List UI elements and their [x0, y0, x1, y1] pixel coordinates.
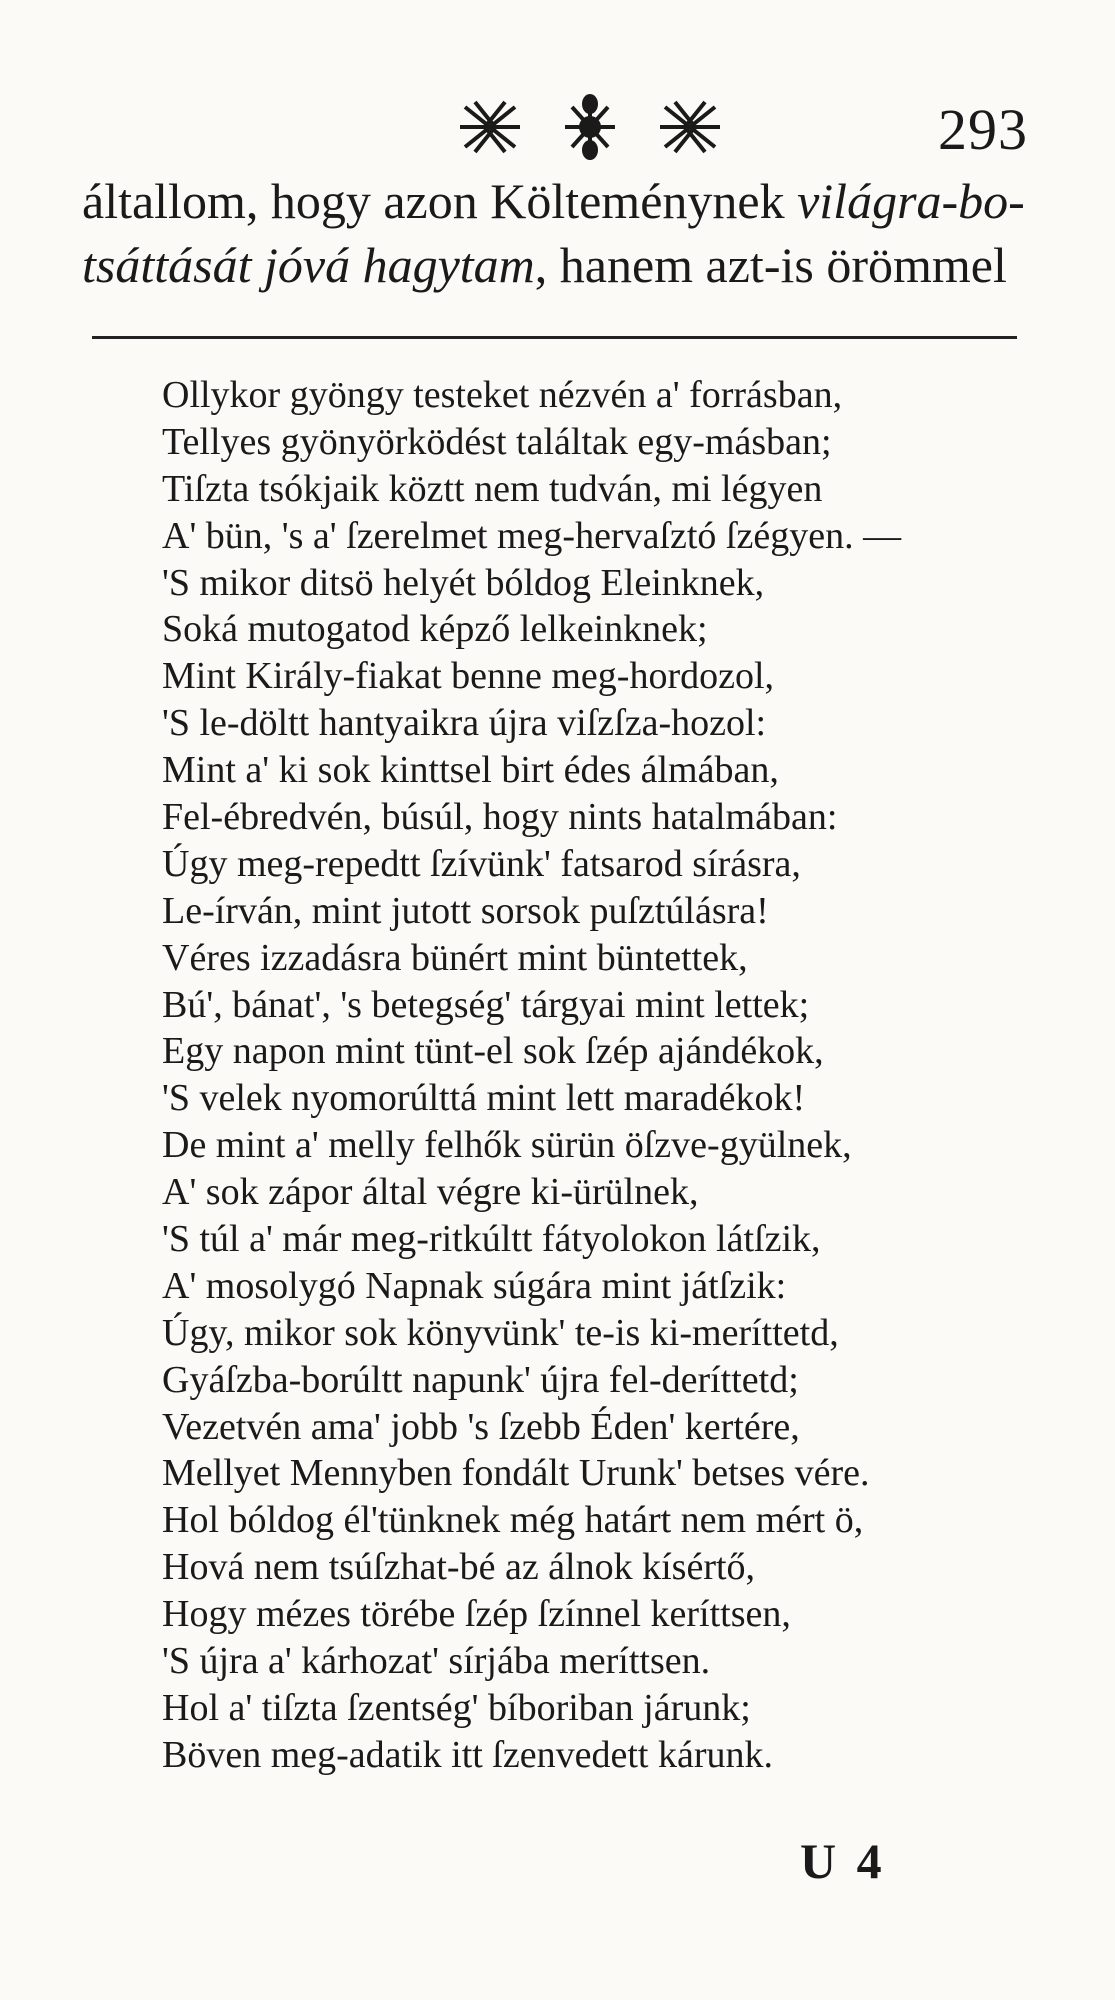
prose-italic-text: tsáttását jóvá hagytam — [82, 237, 535, 293]
poem-line: Mint a' ki sok kinttsel birt édes álmában, — [162, 749, 779, 792]
prose-text: , hanem azt-is örömmel — [534, 237, 1007, 293]
poem-line: A' bün, 's a' ſzerelmet meg-hervaſztó ſzégyen. — — [162, 514, 902, 557]
poem-line: A' sok zápor által végre ki-ürülnek, — [162, 1171, 699, 1214]
poem-line: Egy napon mint tünt-el sok ſzép ajándékok, — [162, 1030, 824, 1073]
poem-line: Gyáſzba-borúltt napunk' újra fel-deríttetd; — [162, 1358, 799, 1401]
poem-line: Mellyet Mennyben fondált Urunk' betses vére. — [162, 1452, 870, 1495]
poem-line: Le-írván, mint jutott sorsok puſztúlásra! — [162, 889, 769, 932]
poem-line: Véres izzadásra bünért mint büntettek, — [162, 936, 748, 979]
poem-line: De mint a' melly felhők sürün öſzve-gyülnek, — [162, 1124, 852, 1167]
prose-italic-text: világra-bo- — [797, 173, 1025, 229]
poem-line: 'S újra a' kárhozat' sírjába meríttsen. — [162, 1640, 711, 1683]
section-divider — [92, 336, 1017, 339]
poem-line: Soká mutogatod képző lelkeinknek; — [162, 608, 708, 651]
page-number: 293 — [938, 97, 1028, 162]
signature-mark: U 4 — [800, 1833, 886, 1889]
poem-line: Hol bóldog él'tünknek még határt nem mért ö, — [162, 1499, 864, 1542]
poem-line: 'S túl a' már meg-ritkúltt fátyolokon látſzik, — [162, 1218, 821, 1261]
poem-line: Tellyes gyönyörködést találtak egy-másban; — [162, 420, 832, 463]
poem-line: Úgy, mikor sok könyvünk' te-is ki-meríttetd, — [162, 1311, 839, 1354]
poem-line: Hogy mézes törébe ſzép ſzínnel keríttsen, — [162, 1593, 791, 1636]
poem-line: Vezetvén ama' jobb 's ſzebb Éden' kertére, — [162, 1405, 800, 1448]
poem-line: Böven meg-adatik itt ſzenvedett kárunk. — [162, 1733, 773, 1776]
poem-line: Ollykor gyöngy testeket nézvén a' forrásban, — [162, 374, 843, 416]
poem-line: Fel-ébredvén, búsúl, hogy nints hatalmában: — [162, 796, 838, 839]
poem — [162, 372, 1062, 1779]
poem-line: Bú', bánat', 's betegség' tárgyai mint lettek; — [162, 983, 810, 1026]
prose-text: általlom, hogy azon Költeménynek — [82, 173, 798, 229]
prose-line-1 — [82, 173, 1042, 229]
poem-line: Úgy meg-repedtt ſzívünk' fatsarod sírásra, — [162, 842, 801, 885]
poem-line: 'S mikor ditsö helyét bóldog Eleinknek, — [162, 561, 765, 604]
poem-line: A' mosolygó Napnak súgára mint játſzik: — [162, 1264, 787, 1307]
poem-line: 'S velek nyomorúlttá mint lett maradékok! — [162, 1077, 806, 1120]
poem-line: Hová nem tsúſzhat-bé az álnok kísértő, — [162, 1546, 756, 1589]
poem-line: Mint Király-fiakat benne meg-hordozol, — [162, 655, 775, 698]
poem-line: 'S le-döltt hantyaikra újra viſzſza-hozol: — [162, 702, 767, 745]
prose-line-2 — [82, 237, 1042, 293]
poem-line: Hol a' tiſzta ſzentség' bíboriban járunk; — [162, 1686, 751, 1729]
fleuron-ornament-icon — [455, 92, 725, 162]
poem-line: Tiſzta tsókjaik köztt nem tudván, mi légyen — [162, 467, 823, 510]
